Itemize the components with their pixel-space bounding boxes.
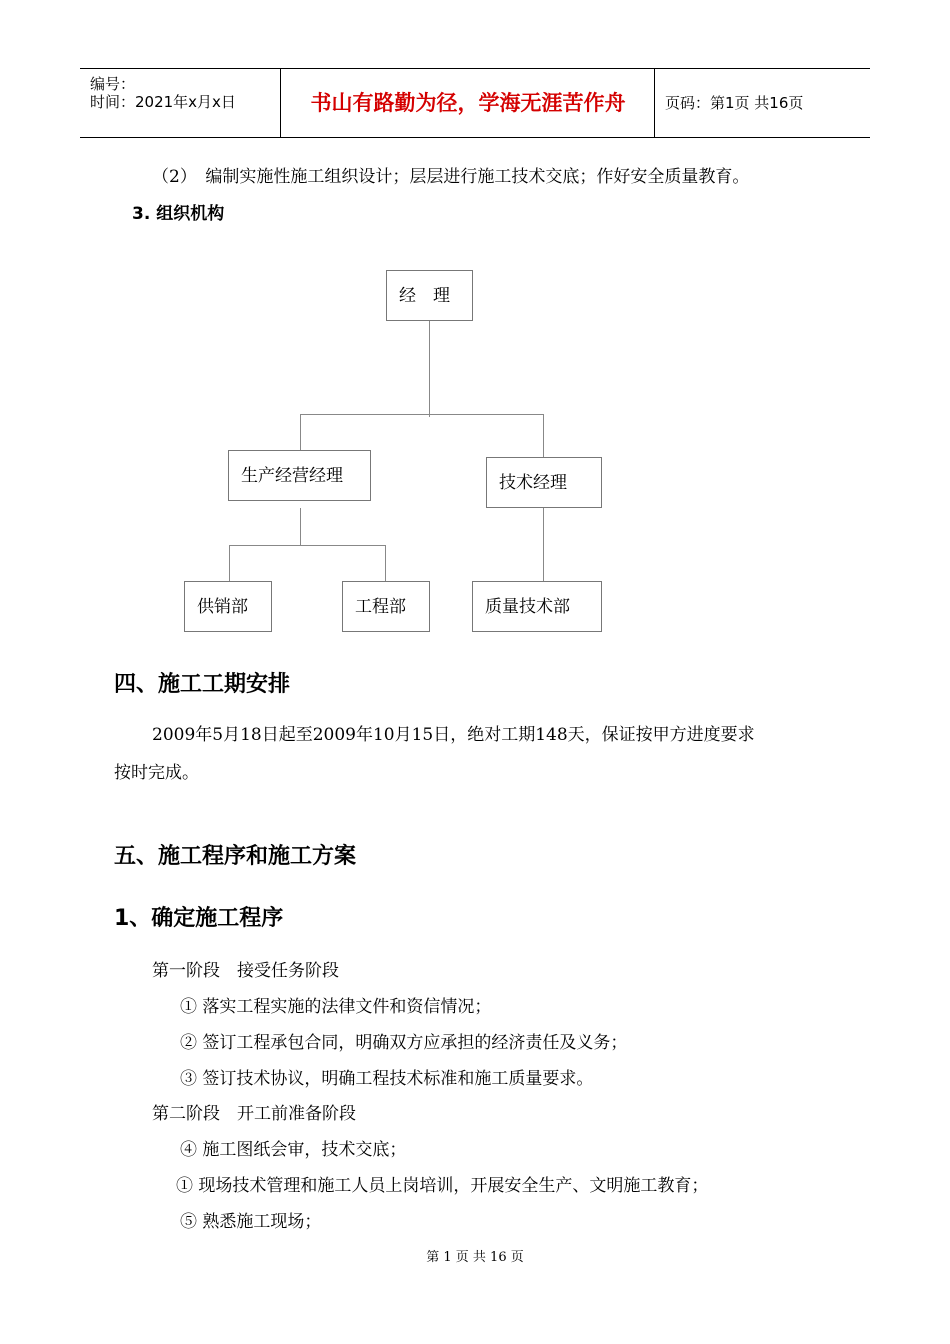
section-5-title: 五、施工程序和施工方案 [114, 844, 357, 869]
org-box-technical-manager [486, 457, 602, 508]
stage-1-item: ③ 签订技术协议，明确工程技术标准和施工质量要求。 [180, 1069, 594, 1089]
org-box-engineering-dept [342, 581, 430, 632]
connector-line [300, 508, 301, 545]
org-box-quality-dept [472, 581, 602, 632]
org-box-production-manager [228, 450, 371, 501]
header-divider [654, 69, 655, 137]
stage-1-title: 第一阶段 接受任务阶段 [152, 961, 339, 981]
time-label: 时间：2021年x月x日 [90, 93, 236, 111]
stage-2-title: 第二阶段 开工前准备阶段 [152, 1104, 356, 1124]
connector-line [543, 414, 544, 458]
section-4-title: 四、施工工期安排 [114, 672, 291, 697]
connector-line [229, 545, 230, 581]
stage-2-item: ⑤ 熟悉施工现场； [180, 1212, 322, 1232]
connector-line [385, 545, 386, 581]
header-divider [280, 69, 281, 137]
org-box-label: 工程部 [355, 597, 406, 617]
page-footer: 第 1 页 共 16 页 [426, 1250, 524, 1265]
org-box-label: 技术经理 [499, 473, 567, 493]
org-box-manager [386, 270, 473, 321]
connector-line [429, 320, 430, 417]
page-header [80, 68, 870, 138]
item-2-text: （2） 编制实施性施工组织设计；层层进行施工技术交底；作好安全质量教育。 [152, 167, 750, 187]
section-4-text-line2: 按时完成。 [114, 763, 199, 783]
stage-2-item: ④ 施工图纸会审，技术交底； [180, 1140, 407, 1160]
header-motto: 书山有路勤为径，学海无涯苦作舟 [310, 91, 626, 115]
header-meta [80, 69, 280, 137]
subsection-1-title: 1、确定施工程序 [114, 906, 284, 931]
header-page-info: 页码：第1页 共16页 [665, 94, 804, 112]
connector-line [543, 507, 544, 581]
connector-line [300, 414, 544, 415]
org-box-label: 经 理 [399, 286, 450, 306]
section-4-text-line1: 2009年5月18日起至2009年10月15日，绝对工期148天，保证按甲方进度要求 [152, 725, 755, 745]
number-label: 编号： [90, 75, 136, 93]
org-box-supply-dept [184, 581, 272, 632]
org-box-label: 供销部 [197, 597, 248, 617]
connector-line [300, 414, 301, 450]
stage-1-item: ① 落实工程实施的法律文件和资信情况； [180, 997, 492, 1017]
stage-1-item: ② 签订工程承包合同，明确双方应承担的经济责任及义务； [180, 1033, 628, 1053]
org-box-label: 质量技术部 [485, 597, 570, 617]
stage-2-item: ① 现场技术管理和施工人员上岗培训，开展安全生产、文明施工教育； [176, 1176, 709, 1196]
section-3-title: 3. 组织机构 [132, 204, 225, 224]
connector-line [229, 545, 386, 546]
org-box-label: 生产经营经理 [241, 466, 343, 486]
